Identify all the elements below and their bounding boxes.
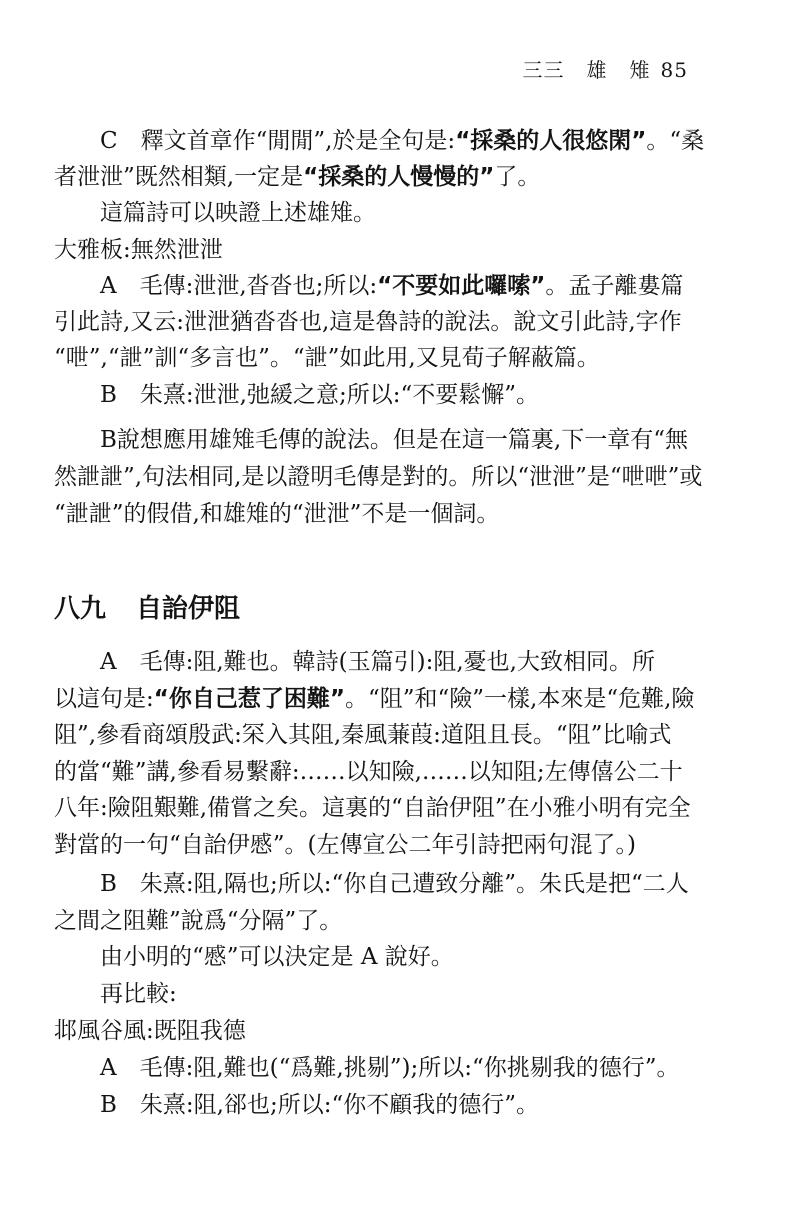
text-segment: B 朱熹:泄泄,弛緩之意;所以:“不要鬆懈”。 xyxy=(100,382,539,408)
emphasized-translation: “採桑的人慢慢的” xyxy=(303,164,495,190)
text-line xyxy=(54,1014,694,1049)
text-line xyxy=(100,867,740,902)
text-segment: 對當的一句“自詒伊慼”。(左傳宣公二年引詩把兩句混了。) xyxy=(54,832,636,858)
text-line xyxy=(54,233,694,268)
section-number: 八九 xyxy=(54,594,107,624)
text-segment: 者泄泄”既然相類,一定是 xyxy=(54,164,304,190)
text-line xyxy=(100,269,740,304)
text-segment: A 毛傳:阻,難也(“爲難,挑剔”);所以:“你挑剔我的德行”。 xyxy=(100,1055,680,1081)
text-segment: 。“桑 xyxy=(646,128,705,154)
text-segment: “詍詍”的假借,和雄雉的“泄泄”不是一個詞。 xyxy=(54,501,500,527)
section-heading xyxy=(54,588,240,625)
emphasized-translation: “不要如此囉嗦” xyxy=(377,273,546,299)
text-segment: 八年:險阻艱難,備嘗之矣。這裏的“自詒伊阻”在小雅小明有完全 xyxy=(54,795,691,821)
text-line xyxy=(100,645,740,680)
text-segment: 以這句是: xyxy=(54,686,154,712)
text-segment: 之間之阻難”說爲“分隔”了。 xyxy=(54,908,343,934)
text-line xyxy=(100,378,740,413)
page-number: 85 xyxy=(660,58,688,82)
text-segment: 再比較: xyxy=(100,981,177,1007)
text-segment: A 毛傳:阻,難也。韓詩(玉篇引):阻,憂也,大致相同。所 xyxy=(100,649,655,675)
text-line xyxy=(54,904,694,939)
text-segment: 由小明的“慼”可以決定是 A 說好。 xyxy=(100,944,454,970)
text-line xyxy=(100,977,740,1012)
text-line xyxy=(54,718,694,753)
text-segment: 引此詩,又云:泄泄猶沓沓也,這是魯詩的說法。說文引此詩,字作 xyxy=(54,309,682,335)
text-line xyxy=(54,341,694,376)
text-segment: 然詍詍”,句法相同,是以證明毛傳是對的。所以“泄泄”是“呭呭”或 xyxy=(54,464,703,490)
section-title: 自詒伊阻 xyxy=(136,594,241,624)
text-line xyxy=(100,1088,740,1123)
text-segment: 。“阻”和“險”一樣,本來是“危難,險 xyxy=(344,686,695,712)
header-section-number: 三三 xyxy=(522,58,565,82)
text-line xyxy=(100,940,740,975)
text-line xyxy=(100,1051,740,1086)
text-line xyxy=(100,124,740,159)
text-segment: 阻”,參看商頌殷武:罙入其阻,秦風蒹葭:道阻且長。“阻”比喻式 xyxy=(54,722,672,748)
text-line xyxy=(54,682,694,717)
text-line xyxy=(54,305,694,340)
text-line xyxy=(54,791,694,826)
text-segment: 的當“難”講,參看易繫辭:……以知險,……以知阻;左傳僖公二十 xyxy=(54,759,683,785)
text-segment: B 朱熹:阻,郤也;所以:“你不顧我的德行”。 xyxy=(100,1092,539,1118)
emphasized-translation: “你自己惹了困難” xyxy=(153,686,345,712)
text-segment: 。孟子離婁篇 xyxy=(545,273,684,299)
text-segment: 了。 xyxy=(494,164,541,190)
text-line xyxy=(54,828,694,863)
header-title-first-char: 雄 xyxy=(586,58,608,82)
text-segment: 這篇詩可以映證上述雄雉。 xyxy=(100,200,376,226)
header-title-second-char: 雉 xyxy=(629,58,651,82)
text-segment: 大雅板:無然泄泄 xyxy=(54,237,223,263)
text-segment: “呭”,“詍”訓“多言也”。“詍”如此用,又見荀子解蔽篇。 xyxy=(54,345,600,371)
emphasized-translation: “採桑的人很悠閑” xyxy=(455,128,647,154)
text-segment: A 毛傳:泄泄,沓沓也;所以: xyxy=(100,273,378,299)
text-segment: B 朱熹:阻,隔也;所以:“你自己遭致分離”。朱氏是把“二人 xyxy=(100,871,689,897)
text-line xyxy=(100,423,740,458)
text-segment: C 釋文首章作“閒閒”,於是全句是: xyxy=(100,128,456,154)
text-line xyxy=(54,497,694,532)
text-line xyxy=(54,160,694,195)
text-segment: 邶風谷風:既阻我德 xyxy=(54,1018,246,1044)
text-line xyxy=(100,196,740,231)
text-segment: B說想應用雄雉毛傳的說法。但是在這一篇裏,下一章有“無 xyxy=(100,427,688,453)
text-line xyxy=(54,755,694,790)
text-line xyxy=(54,460,703,495)
running-header xyxy=(523,54,688,83)
